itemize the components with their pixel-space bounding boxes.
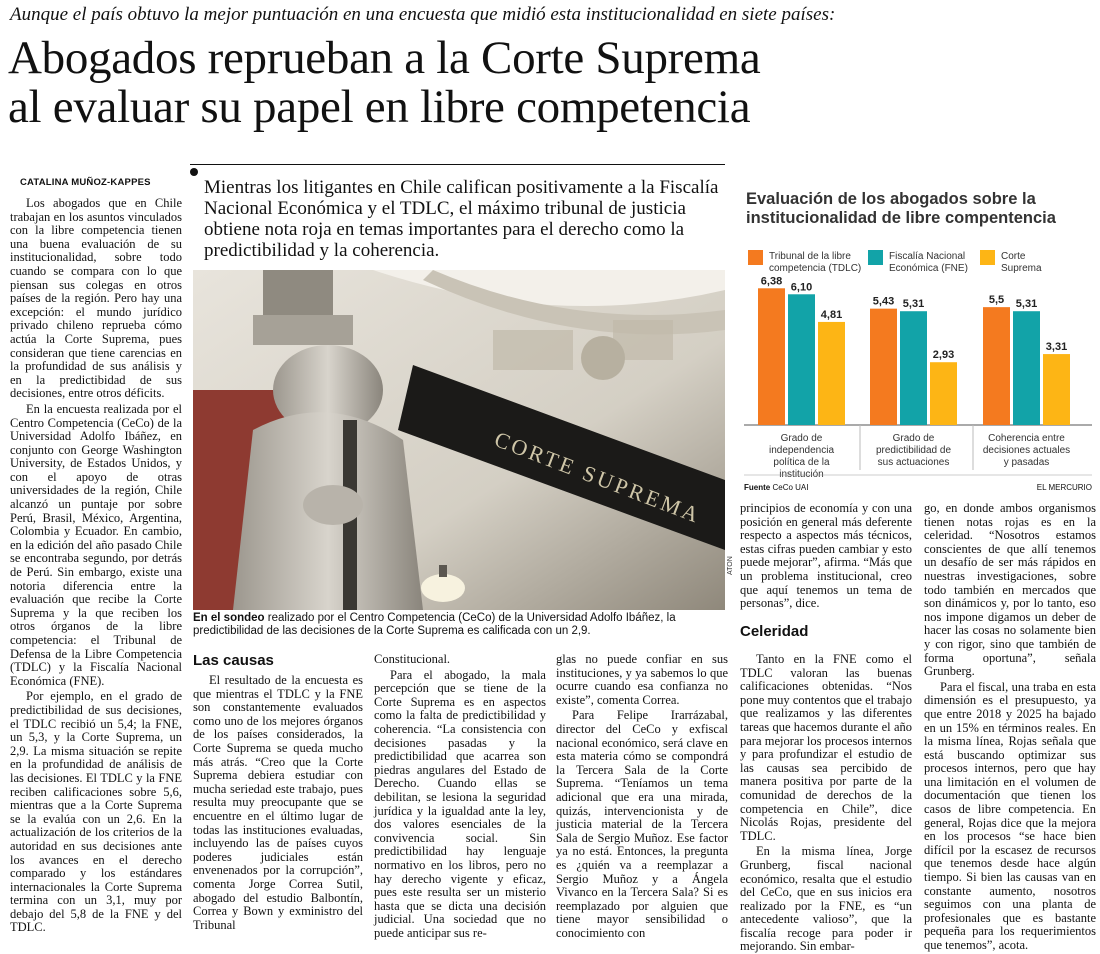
deck-bullet: [190, 168, 198, 176]
article-column-5: [740, 502, 912, 620]
data-label: 2,93: [932, 349, 955, 362]
data-label: 3,31: [1045, 341, 1068, 354]
bar: [983, 307, 1010, 425]
data-label: 5,43: [872, 295, 895, 308]
paragraph: Tanto en la FNE como el TDLC valoran las buenas calificaciones obtenidas. “Nos pone muy contentos que el trabajo que realizamos y las diferentes tareas que hacemos durante el año para mejorar los procesos internos y para profundizar el estudio de las causas sea percibido de manera positiva por parte de la comunidad de derechos de la competencia en Chile”, dice Nicolás Rojas, presidente del TDLC.: [740, 652, 912, 843]
chart-infographic: [740, 175, 1096, 495]
chart-source: [744, 483, 808, 492]
paragraph: Los abogados que en Chile trabajan en los asuntos vinculados con la libre competencia tienen una buena evaluación de su institucionalidad, sobre todo cuando se compara con lo que piensan sus colegas en otros países de la región. Pero hay una excepción: el mundo jurídico privado chileno reprueba cómo actúa la Corte Suprema, pues consideran que tiene carencias en la profundidad de sus análisis y en la predictibidad de sus decisiones, entre otros déficits.: [10, 196, 182, 401]
legend-label: Fiscalía Nacional Económica (FNE): [889, 251, 968, 274]
article-column-6: [924, 501, 1096, 952]
caption-text: realizado por el Centro Competencia (CeCo) de la Universidad Adolfo Ibáñez, la predictibilidad de las decisiones de la Corte Suprema es calificada con un 2,9.: [193, 612, 676, 637]
legend-swatch: [868, 250, 883, 265]
bar: [758, 288, 785, 425]
chart-source-label: Fuente: [744, 483, 771, 492]
data-label: 5,31: [902, 298, 925, 311]
subheading-celeridad: Celeridad: [740, 623, 809, 640]
category-label: Grado de independencia política de la institución: [768, 433, 835, 480]
paragraph: Para el abogado, la mala percepción que se tiene de la Corte Suprema es en aspectos como la falta de predictibilidad y coherencia. “La consistencia con decisiones pasadas y la predictibilidad que acarrea son piedras angulares del Estado de Derecho. Cuando ellas se debilitan, se lesiona la seguridad jurídica y la igualdad ante la ley, dos valores esenciales de la convivencia social. Sin predictibilidad hay lenguaje normativo en los libros, pero no hay derecho vigente y eficaz, pues este resulta ser un misterio hasta que se dicta una decisión judicial. Una sociedad que no puede anticipar sus re-: [374, 667, 546, 940]
byline: CATALINA MUÑOZ-KAPPES: [20, 177, 151, 188]
headline: [8, 34, 760, 132]
kicker: Aunque el país obtuvo la mejor puntuación en una encuesta que midió esta institucionalidad en siete países:: [10, 4, 836, 25]
caption-lead: En el sondeo: [193, 612, 265, 624]
paragraph: Por ejemplo, en el grado de predictibilidad de sus decisiones, el TDLC recibió un 5,4; la FNE, un 5,3, y la Corte Suprema, un 2,9. La misma situación se repite en la profundidad de análisis de las decisiones. El TDLC y la FNE reciben calificaciones sobre 5,6, mientras que a la Corte Suprema se la evalúa con un 2,6. En la actualización de los criterios de la autoridad en sus decisiones ante los avances en el derecho comparado y los estándares internacionales la Corte Suprema termina con un 3,1, muy por debajo del 5,8 de la FNE y del TDLC.: [10, 689, 182, 935]
bar: [870, 309, 897, 425]
chart-source-name: CeCo UAI: [772, 483, 809, 492]
paragraph: principios de economía y con una posición en general más deferente respecto a aspectos más técnicos, estas cifras pueden cambiar y esto puede mejorar”, afirma. “Más que un problema institucional, creo que aquí tenemos un tema de personas”, dice.: [740, 501, 912, 611]
data-label: 4,81: [820, 308, 843, 321]
bar: [818, 322, 845, 425]
paragraph: glas no puede confiar en sus instituciones, y ya sabemos lo que ocurre cuando esa confianza no existe”, comenta Correa.: [556, 652, 728, 707]
article-column-5b: [740, 652, 912, 954]
bar: [1013, 311, 1040, 425]
paragraph: El resultado de la encuesta es que mientras el TDLC y la FNE son constantemente evaluados como uno de los mejores órganos de los países considerados, la Corte Suprema se queda mucho más atrás. “Creo que la Corte Suprema debiera estudiar con mucha seriedad este trabajo, pues resulta muy preocupante que se encuentre en el último lugar de todas las instituciones evaluadas, incluyendo las de países cuyos poderes judiciales están envenenados por la corrupción”, comenta Jorge Correa Sutil, abogado del estudio Balbontín, Correa y Bown y exministro del Tribunal: [193, 673, 363, 932]
chart-publisher: EL MERCURIO: [1036, 483, 1092, 492]
headline-line-2: al evaluar su papel en libre competencia: [8, 81, 751, 133]
bar: [1043, 354, 1070, 425]
deck-rule: [190, 164, 725, 165]
category-label: Grado de predictibilidad de sus actuaciones: [875, 433, 952, 468]
deck-summary: Mientras los litigantes en Chile califican positivamente a la Fiscalía Nacional Económica y el TDLC, el máximo tribunal de justicia obtiene nota roja en temas importantes para el derecho como la predictibilidad y la coherencia.: [204, 177, 719, 261]
photo-sign-text: CORTE SUPREMA: [491, 426, 705, 529]
paragraph: Para el fiscal, una traba en esta dimensión es el presupuesto, ya que entre 2018 y 2025 ha bajado en un 15% en términos reales. En la misma línea, Rojas señala que está buscando optimizar sus procesos internos, pero que hay una limitación en el volumen de documentación que tienen los casos de libre competencia. En general, Rojas dice que la mejora en los procesos “se hace bien difícil por la escasez de recursos que tenemos desde hace algún tiempo. Si bien las causas van en constante aumento, nosotros seguimos con una planta de profesionales que es bastante pequeña para los requerimientos que tenemos”, acota.: [924, 679, 1096, 952]
data-label: 6,38: [760, 275, 783, 288]
article-column-1: [10, 196, 182, 935]
article-column-3: [374, 652, 546, 940]
photo-caption: [193, 612, 725, 638]
paragraph: En la encuesta realizada por el Centro Competencia (CeCo) de la Universidad Adolfo Ibáñez, en conjunto con George Washington University, de Estados Unidos, y con el apoyo de otras universidades de la región, Chile alcanzó un puntaje por sobre Perú, Brasil, México, Argentina, Colombia y Ecuador. En cambio, en la edición del año pasado Chile se encontraba segundo, por detrás de Perú. Sin embargo, existe una notoria diferencia entre la evaluación que recibe la Corte Suprema y la que reciben los otros órganos de la libre competencia: el Tribunal de Defensa de la Libre Competencia (TDLC) y la Fiscalía Nacional Económica (FNE).: [10, 401, 182, 688]
data-label: 6,10: [790, 281, 813, 294]
article-photo: [193, 270, 725, 610]
legend-label: Corte Suprema: [1001, 251, 1042, 274]
data-label: 5,5: [988, 294, 1005, 307]
article-column-4: [556, 652, 728, 940]
bar: [900, 311, 927, 425]
chart-title: Evaluación de los abogados sobre la institucionalidad de libre compentencia: [746, 190, 1056, 227]
legend-label: Tribunal de la libre competencia (TDLC): [769, 251, 862, 274]
category-label: Coherencia entre decisiones actuales y pasadas: [982, 433, 1071, 468]
bar: [788, 294, 815, 425]
paragraph: go, en donde ambos organismos tienen notas rojas es en la celeridad. “Nosotros estamos conscientes de que allí tenemos un desafío de ser más rápidos en nuestras investigaciones, sobre todo también en mercados que son dinámicos y, por lo tanto, eso nos impone digamos un deber de hacer las cosas no solamente bien y con rigor, sino que también de forma oportuna”, señala Grunberg.: [924, 501, 1096, 679]
subheading-causas: Las causas: [193, 652, 274, 669]
article-column-2: [193, 673, 363, 932]
paragraph: Constitucional.: [374, 652, 451, 666]
paragraph: Para Felipe Irarrázabal, director del CeCo y exfiscal nacional económico, será clave en esta materia cómo se compondrá la Tercera Sala de la Corte Suprema. “Teníamos un tema adicional que era una mirada, quizás, intervencionista y de justicia material de la Tercera Sala de Sergio Muñoz. Ese factor ya no está. Entonces, la pregunta es ¿quién va a reemplazar a Sergio Muñoz y a Ángela Vivanco en la Tercera Sala? Si es reemplazado por alguien que tiene mayor sensibilidad o conocimiento con: [556, 708, 728, 940]
statue-photo-illustration: [193, 270, 725, 610]
legend-swatch: [980, 250, 995, 265]
photo-credit: ATON: [727, 556, 734, 575]
headline-line-1: Abogados reprueban a la Corte Suprema: [8, 32, 761, 84]
paragraph: En la misma línea, Jorge Grunberg, fiscal nacional económico, resalta que el estudio del CeCo, que en sus inicios era realizado por la FNE, es “un antecedente valioso”, que la fiscalía recoge para poder ir mejorando. Sin embar-: [740, 844, 912, 954]
bar: [930, 362, 957, 425]
data-label: 5,31: [1015, 298, 1038, 311]
legend-swatch: [748, 250, 763, 265]
